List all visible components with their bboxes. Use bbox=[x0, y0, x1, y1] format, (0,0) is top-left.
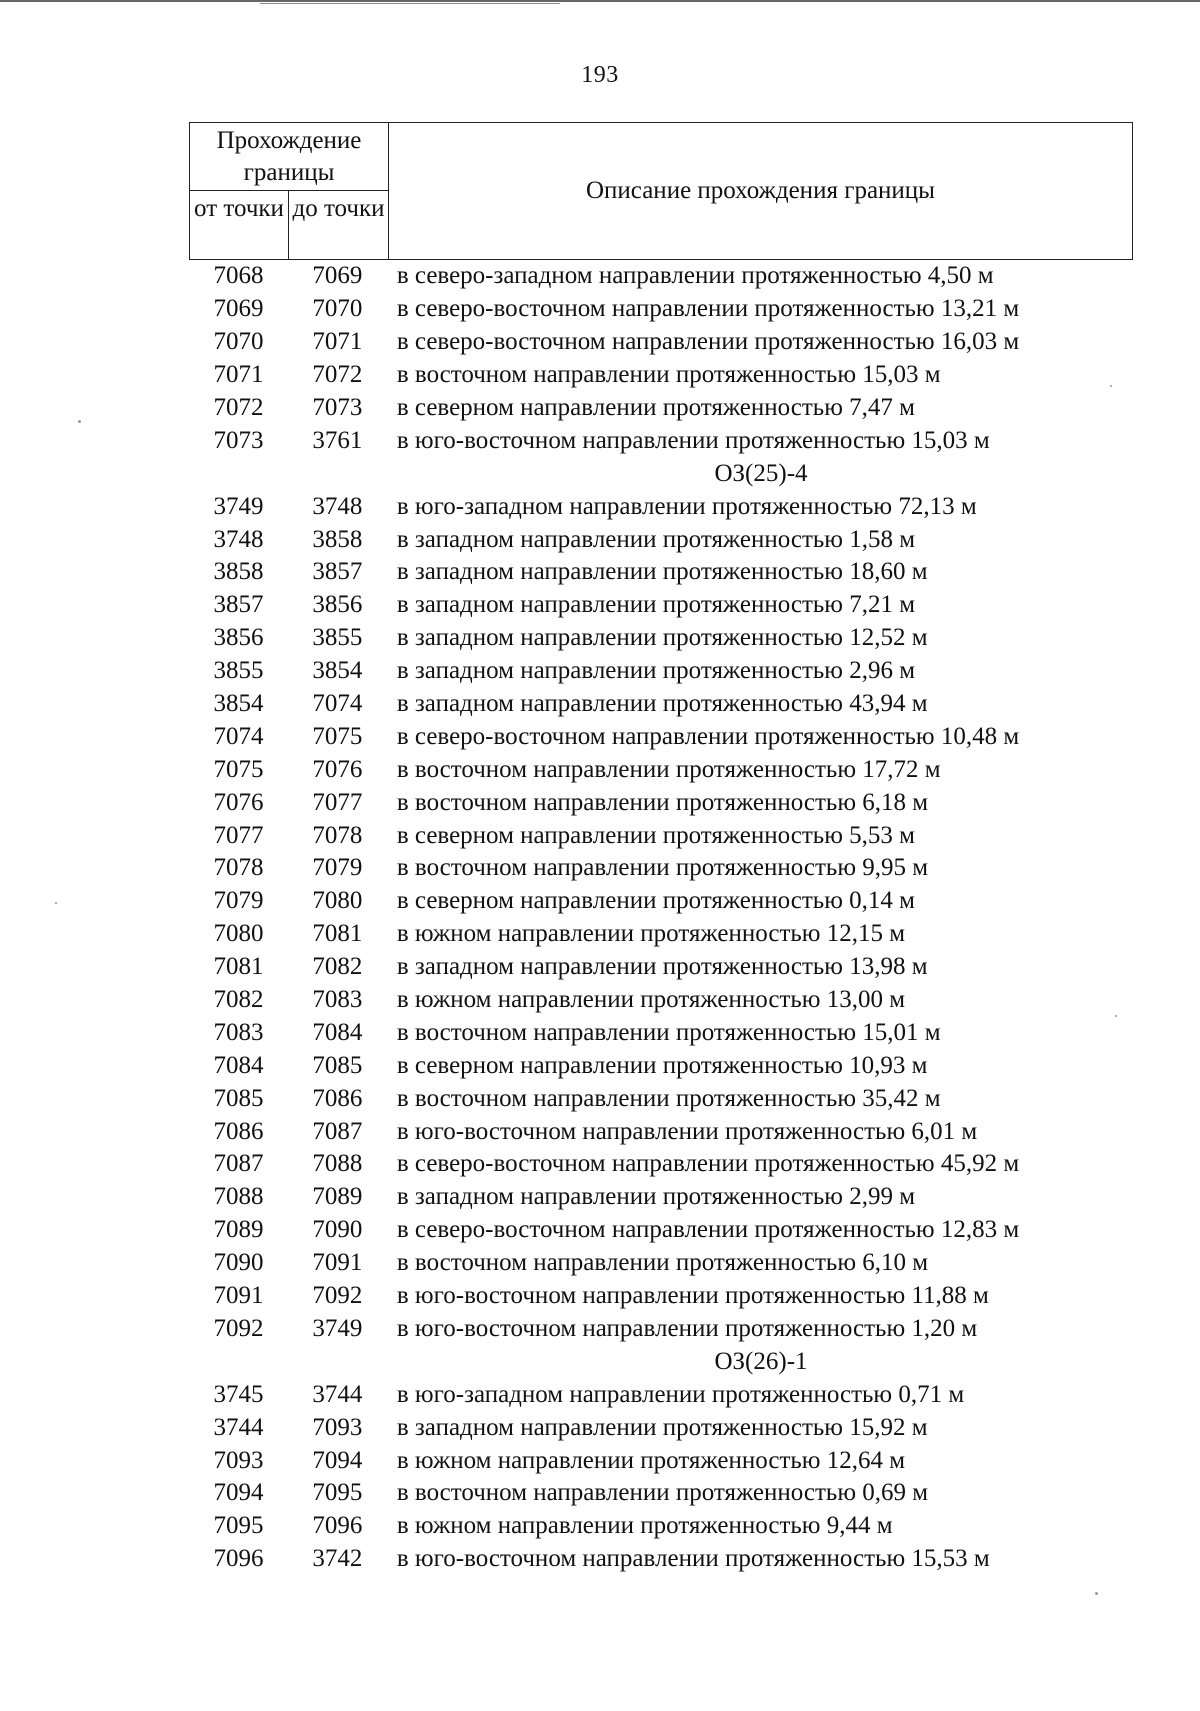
header-boundary-passage: Прохождение границы bbox=[189, 123, 389, 191]
table-row bbox=[189, 753, 1133, 786]
description-cell: в восточном направлении протяженностью 15,01 м bbox=[396, 1018, 941, 1046]
description-cell: в западном направлении протяженностью 12,52 м bbox=[396, 624, 928, 652]
description-cell: в юго-восточном направлении протяженностью 1,20 м bbox=[396, 1314, 978, 1342]
header-description: Описание прохождения границы bbox=[389, 123, 1133, 259]
to-point-cell: 3854 bbox=[312, 657, 363, 685]
description-cell: в юго-западном направлении протяженностью 72,13 м bbox=[396, 492, 977, 520]
description-cell: в южном направлении протяженностью 12,64 м bbox=[396, 1446, 906, 1474]
to-point-cell: 7084 bbox=[312, 1018, 363, 1046]
description-cell: в южном направлении протяженностью 13,00 м bbox=[396, 986, 906, 1014]
to-point-cell: 7082 bbox=[312, 953, 363, 981]
from-point-cell: 3854 bbox=[213, 690, 264, 718]
table-row bbox=[189, 293, 1133, 326]
table-row bbox=[189, 622, 1133, 655]
to-point-cell: 7078 bbox=[312, 821, 363, 849]
table-row bbox=[189, 951, 1133, 984]
from-point-cell: 7069 bbox=[213, 295, 264, 323]
description-cell: в западном направлении протяженностью 2,96 м bbox=[396, 657, 916, 685]
to-point-cell: 7091 bbox=[312, 1249, 363, 1277]
to-point-cell: 3856 bbox=[312, 591, 363, 619]
table-row bbox=[189, 1444, 1133, 1477]
from-point-cell: 7077 bbox=[213, 821, 264, 849]
table-row bbox=[189, 1477, 1133, 1510]
table-row bbox=[189, 260, 1133, 293]
to-point-cell: 7094 bbox=[312, 1446, 363, 1474]
description-cell: в северо-западном направлении протяженностью 4,50 м bbox=[396, 262, 994, 290]
from-point-cell: 7092 bbox=[213, 1314, 264, 1342]
table-row bbox=[189, 852, 1133, 885]
to-point-cell: 3749 bbox=[312, 1314, 363, 1342]
description-cell: в западном направлении протяженностью 15,92 м bbox=[396, 1413, 928, 1441]
from-point-cell: 7091 bbox=[213, 1282, 264, 1310]
boundary-table bbox=[189, 122, 1133, 1576]
from-point-cell: 7093 bbox=[213, 1446, 264, 1474]
section-heading: ОЗ(25)-4 bbox=[714, 459, 808, 487]
from-point-cell: 7090 bbox=[213, 1249, 264, 1277]
to-point-cell: 7079 bbox=[312, 854, 363, 882]
description-cell: в западном направлении протяженностью 1,58 м bbox=[396, 525, 916, 553]
description-cell: в южном направлении протяженностью 9,44 м bbox=[396, 1512, 893, 1540]
from-point-cell: 7074 bbox=[213, 722, 264, 750]
to-point-cell: 7074 bbox=[312, 690, 363, 718]
from-point-cell: 3857 bbox=[213, 591, 264, 619]
table-row bbox=[189, 819, 1133, 852]
description-cell: в юго-восточном направлении протяженностью 15,53 м bbox=[396, 1545, 990, 1573]
description-cell: в восточном направлении протяженностью 15,03 м bbox=[396, 361, 941, 389]
to-point-cell: 3761 bbox=[312, 426, 363, 454]
to-point-cell: 7076 bbox=[312, 755, 363, 783]
to-point-cell: 7071 bbox=[312, 328, 363, 356]
scan-border-mark bbox=[260, 3, 560, 4]
table-row bbox=[189, 1510, 1133, 1543]
from-point-cell: 7075 bbox=[213, 755, 264, 783]
from-point-cell: 3858 bbox=[213, 558, 264, 586]
table-row bbox=[189, 688, 1133, 721]
scan-border-top bbox=[0, 0, 1200, 2]
to-point-cell: 7088 bbox=[312, 1150, 363, 1178]
description-cell: в западном направлении протяженностью 18,60 м bbox=[396, 558, 928, 586]
table-row bbox=[189, 786, 1133, 819]
description-cell: в северо-восточном направлении протяженностью 10,48 м bbox=[396, 722, 1020, 750]
table-row bbox=[189, 1543, 1133, 1576]
to-point-cell: 7070 bbox=[312, 295, 363, 323]
description-cell: в восточном направлении протяженностью 6,10 м bbox=[396, 1249, 929, 1277]
from-point-cell: 7096 bbox=[213, 1545, 264, 1573]
from-point-cell: 7071 bbox=[213, 361, 264, 389]
to-point-cell: 3858 bbox=[312, 525, 363, 553]
table-header bbox=[189, 122, 1133, 260]
scan-speck bbox=[78, 420, 81, 423]
description-cell: в северо-восточном направлении протяженностью 16,03 м bbox=[396, 328, 1020, 356]
to-point-cell: 7080 bbox=[312, 887, 363, 915]
from-point-cell: 7087 bbox=[213, 1150, 264, 1178]
table-row bbox=[189, 1016, 1133, 1049]
description-cell: в северо-восточном направлении протяженностью 12,83 м bbox=[396, 1216, 1020, 1244]
to-point-cell: 7081 bbox=[312, 920, 363, 948]
description-cell: в юго-западном направлении протяженностью 0,71 м bbox=[396, 1380, 965, 1408]
to-point-cell: 7096 bbox=[312, 1512, 363, 1540]
from-point-cell: 7078 bbox=[213, 854, 264, 882]
table-row bbox=[189, 655, 1133, 688]
table-row bbox=[189, 1411, 1133, 1444]
table-row bbox=[189, 392, 1133, 425]
from-point-cell: 7080 bbox=[213, 920, 264, 948]
from-point-cell: 7094 bbox=[213, 1479, 264, 1507]
from-point-cell: 7076 bbox=[213, 788, 264, 816]
to-point-cell: 7089 bbox=[312, 1183, 363, 1211]
from-point-cell: 3744 bbox=[213, 1413, 264, 1441]
from-point-cell: 3748 bbox=[213, 525, 264, 553]
description-cell: в восточном направлении протяженностью 17,72 м bbox=[396, 755, 941, 783]
description-cell: в северном направлении протяженностью 10,93 м bbox=[396, 1051, 928, 1079]
table-row bbox=[189, 885, 1133, 918]
from-point-cell: 3855 bbox=[213, 657, 264, 685]
to-point-cell: 3855 bbox=[312, 624, 363, 652]
section-heading: ОЗ(26)-1 bbox=[714, 1347, 808, 1375]
from-point-cell: 7081 bbox=[213, 953, 264, 981]
from-point-cell: 7073 bbox=[213, 426, 264, 454]
table-row bbox=[189, 1247, 1133, 1280]
description-cell: в южном направлении протяженностью 12,15 м bbox=[396, 920, 906, 948]
description-cell: в северо-восточном направлении протяженностью 13,21 м bbox=[396, 295, 1020, 323]
description-cell: в юго-восточном направлении протяженностью 15,03 м bbox=[396, 426, 990, 454]
from-point-cell: 7095 bbox=[213, 1512, 264, 1540]
table-row bbox=[189, 1378, 1133, 1411]
table-row bbox=[189, 918, 1133, 951]
description-cell: в северном направлении протяженностью 5,53 м bbox=[396, 821, 915, 849]
to-point-cell: 3748 bbox=[312, 492, 363, 520]
description-cell: в восточном направлении протяженностью 6,18 м bbox=[396, 788, 929, 816]
table-row bbox=[189, 1115, 1133, 1148]
description-cell: в восточном направлении протяженностью 9,95 м bbox=[396, 854, 929, 882]
to-point-cell: 7085 bbox=[312, 1051, 363, 1079]
from-point-cell: 7089 bbox=[213, 1216, 264, 1244]
from-point-cell: 7082 bbox=[213, 986, 264, 1014]
table-row bbox=[189, 1148, 1133, 1181]
table-row bbox=[189, 1313, 1133, 1346]
to-point-cell: 3857 bbox=[312, 558, 363, 586]
header-from-point: от точки bbox=[189, 191, 289, 259]
description-cell: в юго-восточном направлении протяженностью 6,01 м bbox=[396, 1117, 978, 1145]
from-point-cell: 7086 bbox=[213, 1117, 264, 1145]
description-cell: в восточном направлении протяженностью 35,42 м bbox=[396, 1084, 941, 1112]
table-row bbox=[189, 1280, 1133, 1313]
to-point-cell: 7090 bbox=[312, 1216, 363, 1244]
to-point-cell: 7093 bbox=[312, 1413, 363, 1441]
to-point-cell: 7086 bbox=[312, 1084, 363, 1112]
from-point-cell: 7070 bbox=[213, 328, 264, 356]
from-point-cell: 3749 bbox=[213, 492, 264, 520]
table-row bbox=[189, 359, 1133, 392]
page-number: 193 bbox=[581, 62, 619, 88]
from-point-cell: 7085 bbox=[213, 1084, 264, 1112]
table-row bbox=[189, 556, 1133, 589]
scan-speck bbox=[1110, 385, 1112, 387]
description-cell: в восточном направлении протяженностью 0,69 м bbox=[396, 1479, 929, 1507]
description-cell: в западном направлении протяженностью 2,99 м bbox=[396, 1183, 916, 1211]
from-point-cell: 7079 bbox=[213, 887, 264, 915]
to-point-cell: 7083 bbox=[312, 986, 363, 1014]
table-row bbox=[189, 326, 1133, 359]
scan-speck bbox=[55, 902, 57, 904]
description-cell: в северном направлении протяженностью 7,47 м bbox=[396, 394, 915, 421]
to-point-cell: 7095 bbox=[312, 1479, 363, 1507]
from-point-cell: 7068 bbox=[213, 262, 264, 290]
to-point-cell: 7069 bbox=[312, 262, 363, 290]
from-point-cell: 7088 bbox=[213, 1183, 264, 1211]
to-point-cell: 7092 bbox=[312, 1282, 363, 1310]
table-row bbox=[189, 1082, 1133, 1115]
to-point-cell: 3744 bbox=[312, 1380, 363, 1408]
from-point-cell: 3856 bbox=[213, 624, 264, 652]
description-cell: в северо-восточном направлении протяженностью 45,92 м bbox=[396, 1150, 1020, 1178]
description-cell: в северном направлении протяженностью 0,14 м bbox=[396, 887, 915, 915]
description-cell: в западном направлении протяженностью 13,98 м bbox=[396, 953, 928, 981]
to-point-cell: 7077 bbox=[312, 788, 363, 816]
table-body bbox=[189, 260, 1133, 1576]
to-point-cell: 7072 bbox=[312, 361, 363, 389]
from-point-cell: 3745 bbox=[213, 1380, 264, 1408]
table-row bbox=[189, 1049, 1133, 1082]
description-cell: в западном направлении протяженностью 7,21 м bbox=[396, 591, 916, 619]
table-row bbox=[189, 424, 1133, 457]
table-row bbox=[189, 589, 1133, 622]
table-row bbox=[189, 720, 1133, 753]
from-point-cell: 7084 bbox=[213, 1051, 264, 1079]
scan-speck bbox=[1095, 1592, 1098, 1595]
description-cell: в западном направлении протяженностью 43,94 м bbox=[396, 690, 928, 718]
scan-speck bbox=[1115, 1015, 1117, 1017]
table-row bbox=[189, 523, 1133, 556]
to-point-cell: 7075 bbox=[312, 722, 363, 750]
to-point-cell: 3742 bbox=[312, 1545, 363, 1573]
to-point-cell: 7073 bbox=[312, 394, 363, 421]
table-row bbox=[189, 490, 1133, 523]
header-to-point: до точки bbox=[289, 191, 389, 259]
to-point-cell: 7087 bbox=[312, 1117, 363, 1145]
table-row bbox=[189, 1214, 1133, 1247]
table-row bbox=[189, 1181, 1133, 1214]
description-cell: в юго-восточном направлении протяженностью 11,88 м bbox=[396, 1282, 989, 1310]
from-point-cell: 7083 bbox=[213, 1018, 264, 1046]
from-point-cell: 7072 bbox=[213, 394, 264, 421]
table-row bbox=[189, 984, 1133, 1017]
